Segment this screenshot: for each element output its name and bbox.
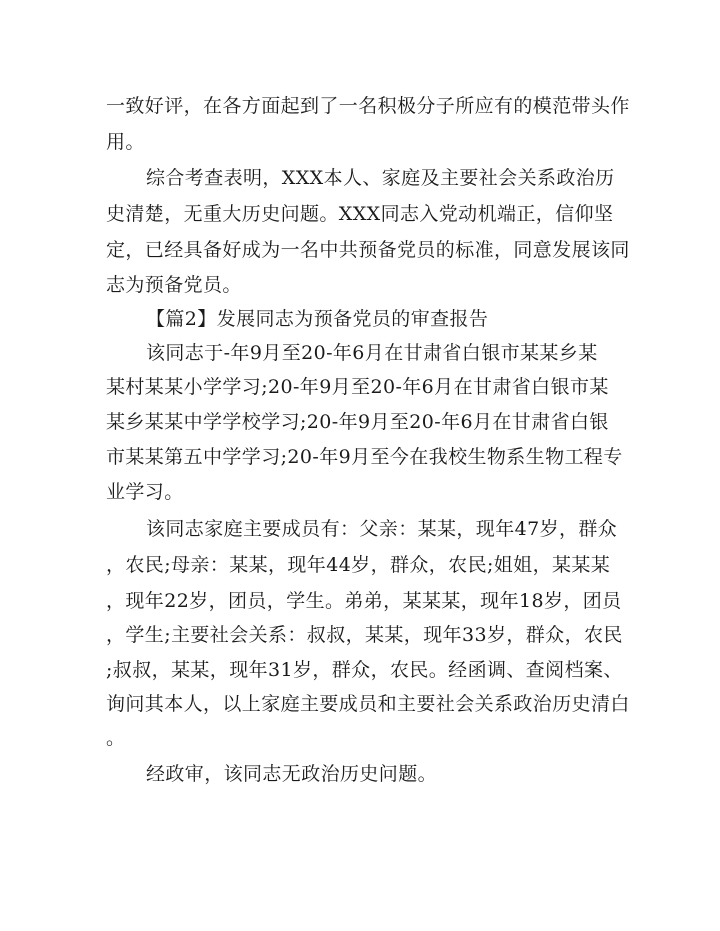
text-line: 史清楚，无重大历史问题。XXX同志入党动机端正，信仰坚 <box>106 203 614 225</box>
text-line: 询问其本人，以上家庭主要成员和主要社会关系政治历史清白 <box>106 693 630 715</box>
text-line: ，现年22岁，团员，学生。弟弟，某某某，现年18岁，团员 <box>106 590 622 612</box>
section-heading: 【篇2】发展同志为预备党员的审查报告 <box>146 308 489 330</box>
text-line: 该同志家庭主要成员有：父亲：某某，现年47岁，群众 <box>146 518 618 540</box>
text-line: 某村某某小学学习;20-年9月至20-年6月在甘肃省白银市某 <box>106 376 609 398</box>
text-line: 。 <box>106 727 126 749</box>
text-line: 用。 <box>106 131 145 153</box>
text-line: ，农民;母亲：某某，现年44岁，群众，农民;姐姐，某某某 <box>106 554 611 576</box>
text-line: ;叔叔，某某，现年31岁，群众，农民。经函调、查阅档案、 <box>106 659 623 681</box>
text-line: 经政审，该同志无政治历史问题。 <box>146 763 438 785</box>
text-line: 业学习。 <box>106 481 184 503</box>
text-line: 一致好评，在各方面起到了一名积极分子所应有的模范带头作 <box>106 95 630 117</box>
text-line: 该同志于-年9月至20-年6月在甘肃省白银市某某乡某 <box>146 342 598 364</box>
text-line: 志为预备党员。 <box>106 274 242 296</box>
text-line: 综合考查表明，XXX本人、家庭及主要社会关系政治历 <box>146 167 615 189</box>
text-line: 定，已经具备好成为一名中共预备党员的标准，同意发展该同 <box>106 239 630 261</box>
text-line: 市某某第五中学学习;20-年9月至今在我校生物系生物工程专 <box>106 446 623 468</box>
text-line: ，学生;主要社会关系：叔叔，某某，现年33岁，群众，农民 <box>106 624 623 646</box>
text-line: 某乡某某中学学校学习;20-年9月至20-年6月在甘肃省白银 <box>106 411 609 433</box>
